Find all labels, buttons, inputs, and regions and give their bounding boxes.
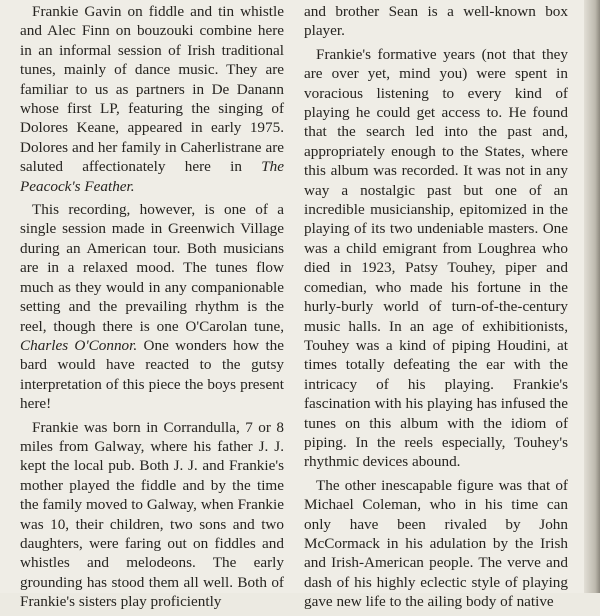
- paragraph-text-after: One wonders how the bard would have reacted to the gutsy interpretation of this piece the boys present here!: [20, 336, 284, 413]
- page-edge-shadow: [584, 0, 600, 593]
- paragraph-continued: and brother Sean is a well-known box player.: [304, 3, 568, 40]
- paragraph-5: The other inescapable figure was that of Michael Coleman, who in his time can only have been rivaled by John McCormack in his adulation by the Irish and Irish-American people. The verve and dash of his highly eclectic style of playing gave new life to the ailing body of native: [304, 476, 568, 611]
- paragraph-text: This recording, however, is one of a single session made in Greenwich Village during an American tour. Both musicians are in a relaxed mood. The tunes flow much as they would in any companionable setting and the prevailing rhythm is the reel, though there is one O'Carolan tune,: [20, 201, 284, 335]
- right-column: [304, 2, 568, 616]
- tune-title-italic: Charles O'Connor.: [20, 336, 138, 354]
- left-column: [20, 2, 284, 616]
- album-title-italic: The Peacock's Feather.: [20, 158, 284, 195]
- paragraph-text: Frankie Gavin on fiddle and tin whistle and Alec Finn on bouzouki combine here in an informal session of Irish traditional tunes, mainly of dance music. They are familiar to us as partners in De Danann whose first LP, featuring the singing of Dolores Keane, appeared in early 1975. Dolores and her family in Caherlistrane are saluted affectionately here in: [20, 3, 284, 176]
- paragraph-4: Frankie's formative years (not that they are over yet, mind you) were spent in voracious listening to every kind of playing he could get access to. He found that the search led into the past and, appropriately enough to the States, where this album was recorded. It was not in any way a nostalgic past but one of an incredible musicianship, epitomized in the playing of its two undeniable masters. One was a child emigrant from Loughrea who died in 1923, Patsy Touhey, piper and comedian, who made his fortune in the hurly-burly world of turn-of-the-century music halls. In an age of exhibitionists, Touhey was a kind of piping Houdini, at times totally defeating the ear with the intricacy of his playing. Frankie's fascination with his playing has infused the tunes on this album with the idiom of piping. In the reels especially, Touhey's rhythmic devices abound.: [304, 45, 568, 471]
- paragraph-3: Frankie was born in Corrandulla, 7 or 8 miles from Galway, where his father J. J. kept the local pub. Both J. J. and Frankie's mother played the fiddle and by the time the family moved to Galway, when Frankie was 10, their children, two sons and two daughters, were faring out on fiddles and whistles and melodeons. The early grounding has stood them all well. Both of Frankie's sisters play proficiently: [20, 418, 284, 611]
- paragraph-2: [20, 200, 284, 413]
- paragraph-1: [20, 2, 284, 196]
